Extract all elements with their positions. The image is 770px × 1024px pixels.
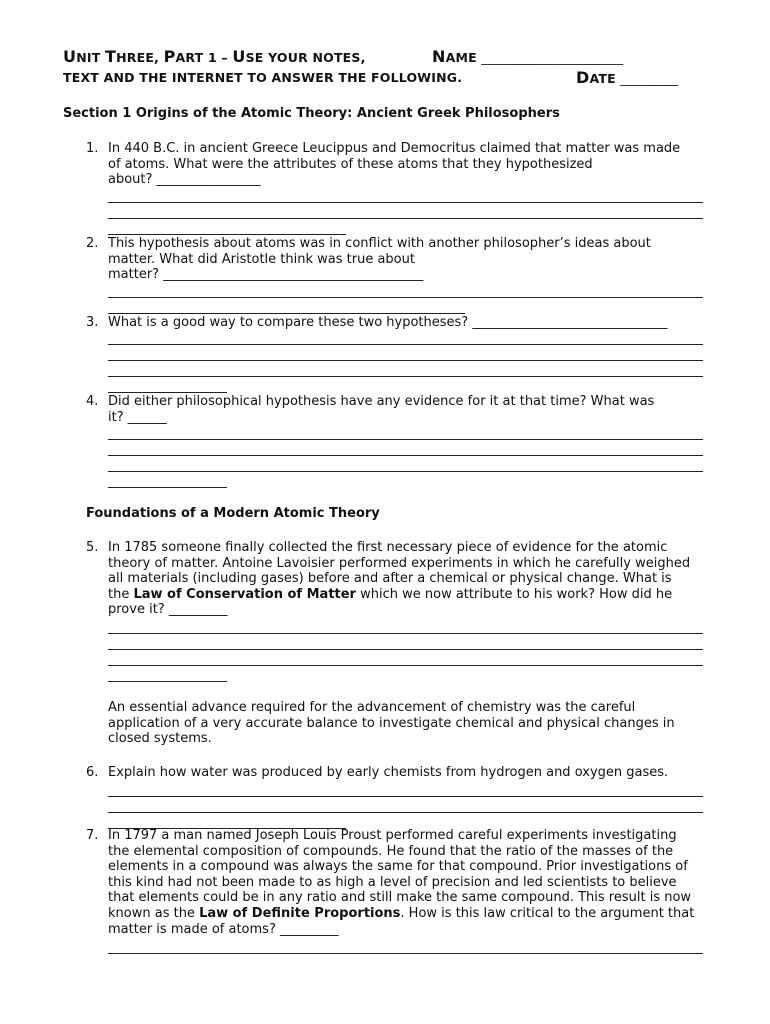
answer-line[interactable]	[108, 681, 227, 682]
answer-line[interactable]	[108, 313, 465, 314]
question-number: 4.	[86, 394, 99, 409]
question-number: 7.	[86, 828, 99, 843]
question-number: 1.	[86, 141, 99, 156]
section-1-title: Section 1 Origins of the Atomic Theory: Ancient Greek Philosophers	[63, 106, 560, 121]
question-4-text: Did either philosophical hypothesis have any evidence for it at that time? What was it? ______	[108, 394, 655, 425]
answer-line[interactable]	[108, 344, 703, 345]
answer-line[interactable]	[108, 812, 703, 813]
answer-line[interactable]	[108, 376, 703, 377]
answer-line[interactable]	[108, 360, 703, 361]
question-5-text: In 1785 someone finally collected the first necessary piece of evidence for the atomic theory of matter. Antoine Lavoisier performed experiments in which he carefully weighed all materials (including gases) before and after a chemical or physical change. What is the Law of Conservation of Matter which we now attribute to his work? How did he prove it? _________	[108, 540, 691, 618]
question-3-text: What is a good way to compare these two hypotheses? ______________________________	[108, 315, 668, 330]
worksheet-subtitle: TEXT AND THE INTERNET TO ANSWER THE FOLLOWING.	[63, 70, 463, 85]
question-number: 2.	[86, 236, 99, 251]
answer-line[interactable]	[108, 796, 703, 797]
date-field: DATE _________	[576, 68, 679, 87]
question-number: 6.	[86, 765, 99, 780]
answer-line[interactable]	[108, 218, 703, 219]
section-2-title: Foundations of a Modern Atomic Theory	[86, 506, 380, 521]
question-number: 3.	[86, 315, 99, 330]
answer-line[interactable]	[108, 633, 703, 634]
answer-line[interactable]	[108, 202, 703, 203]
answer-line[interactable]	[108, 665, 703, 666]
answer-line[interactable]	[108, 297, 703, 298]
answer-line[interactable]	[108, 234, 346, 235]
answer-line[interactable]	[108, 953, 703, 954]
answer-line[interactable]	[108, 439, 703, 440]
answer-line[interactable]	[108, 487, 227, 488]
answer-line[interactable]	[108, 455, 703, 456]
question-6-text: Explain how water was produced by early chemists from hydrogen and oxygen gases.	[108, 765, 669, 780]
question-7-text: In 1797 a man named Joseph Louis Proust performed careful experiments investigating the elemental composition of compounds. He found that the ratio of the masses of the elements in a compound was always the same for that compound. Prior investigations of this kind had not been made to as high a level of precision and led scientists to believe that elements could be in any ratio and still make the same compound. This result is now known as the Law of Definite Proportions. How is this law critical to the argument that matter is made of atoms? _________	[108, 828, 695, 937]
answer-line[interactable]	[108, 649, 703, 650]
answer-line[interactable]	[108, 392, 227, 393]
question-2-text: This hypothesis about atoms was in conflict with another philosopher’s ideas about matter. What did Aristotle think was true about matter? ________________________________________	[108, 236, 651, 283]
answer-line[interactable]	[108, 471, 703, 472]
worksheet-title: UNIT THREE, PART 1 – USE YOUR NOTES,	[63, 47, 366, 66]
name-field: NAME ______________________	[432, 47, 624, 66]
question-number: 5.	[86, 540, 99, 555]
question-1-text: In 440 B.C. in ancient Greece Leucippus and Democritus claimed that matter was made of atoms. What were the attributes of these atoms that they hypothesized about? ________________	[108, 141, 681, 188]
note-paragraph: An essential advance required for the advancement of chemistry was the careful application of a very accurate balance to investigate chemical and physical changes in closed systems.	[108, 700, 675, 747]
